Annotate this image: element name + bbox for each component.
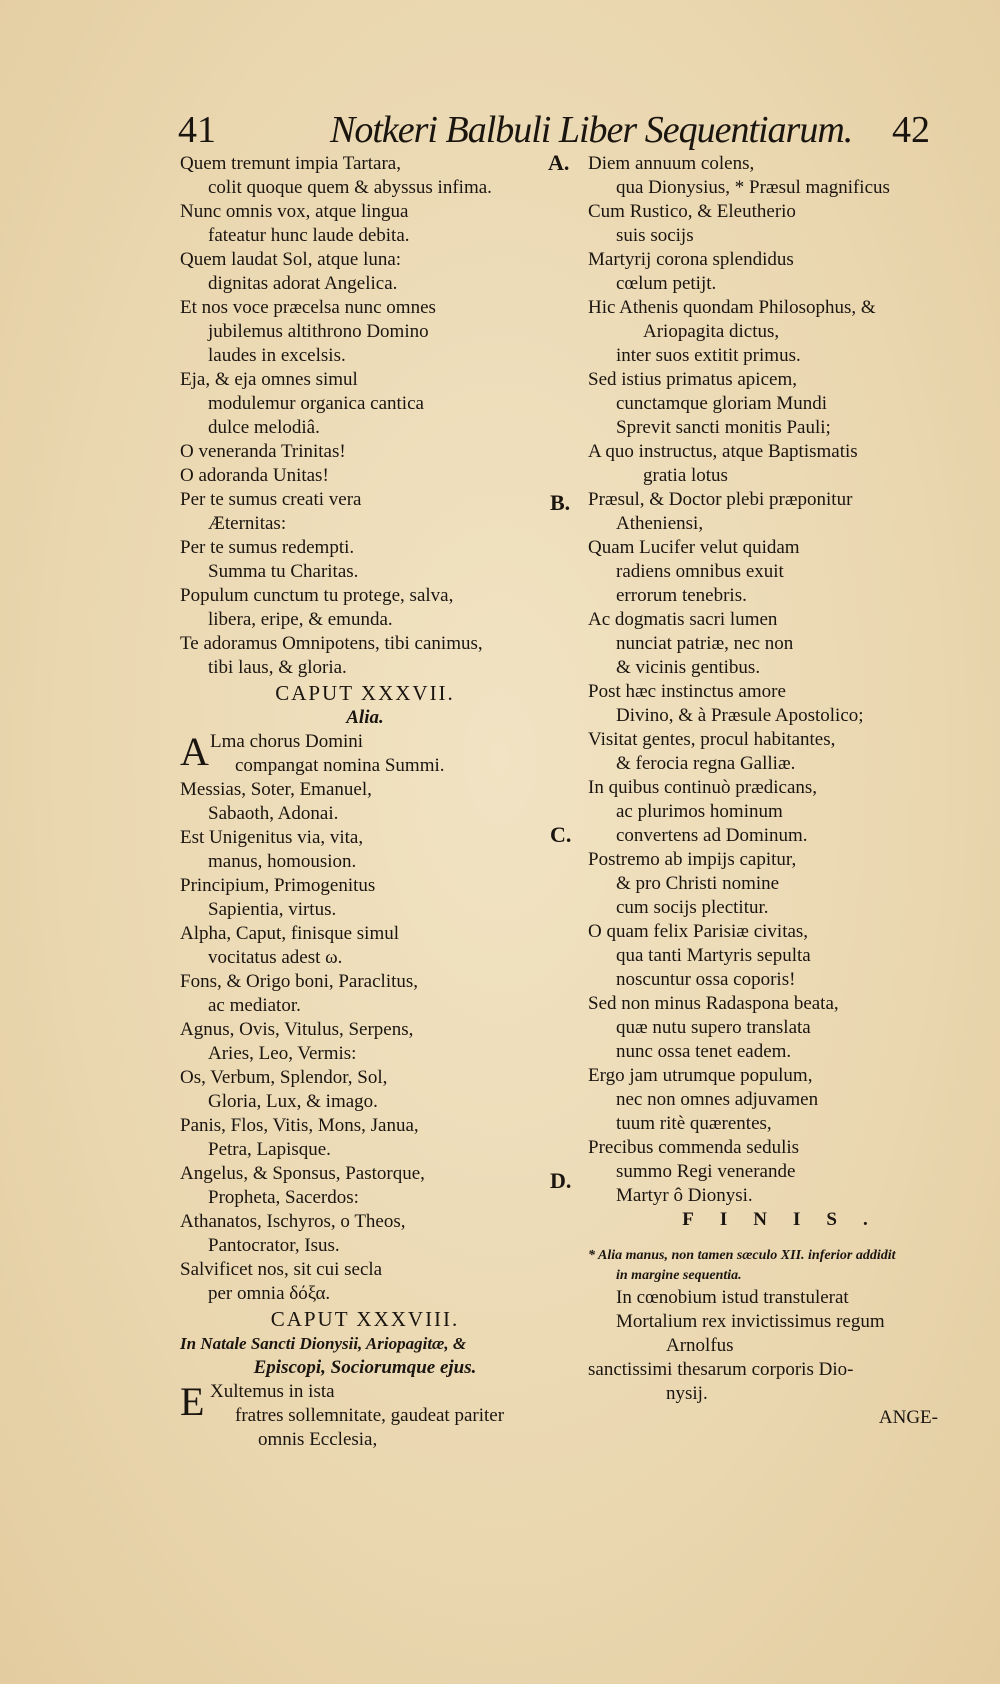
left-column-line: Fons, & Origo boni, Paraclitus,: [180, 971, 419, 992]
margin-marker-c: C.: [550, 822, 572, 847]
left-column-line: compangat nomina Summi.: [235, 755, 445, 776]
left-column-line: modulemur organica cantica: [208, 393, 424, 414]
left-column-line: Quem laudat Sol, atque luna:: [180, 249, 402, 270]
right-column-line: tuum ritè quærentes,: [616, 1113, 772, 1134]
left-column-line: Os, Verbum, Splendor, Sol,: [180, 1067, 388, 1088]
left-column-line: dulce melodiâ.: [208, 417, 320, 438]
left-column-line: Aries, Leo, Vermis:: [208, 1043, 357, 1064]
right-column-line: errorum tenebris.: [616, 585, 747, 606]
right-column-line: Arnolfus: [666, 1335, 734, 1356]
left-column-line: Gloria, Lux, & imago.: [208, 1091, 378, 1112]
right-column-line: inter suos extitit primus.: [616, 345, 801, 366]
right-column-line: Hic Athenis quondam Philosophus, &: [588, 297, 876, 318]
left-column-line: Quem tremunt impia Tartara,: [180, 153, 401, 174]
right-column-line: Quam Lucifer velut quidam: [588, 537, 800, 558]
right-column-line: & vicinis gentibus.: [616, 657, 761, 678]
right-column-line: nunciat patriæ, nec non: [616, 633, 794, 654]
left-column-line: Eja, & eja omnes simul: [180, 369, 358, 390]
right-column-line: Martyr ô Dionysi.: [616, 1185, 753, 1206]
left-column-line: laudes in excelsis.: [208, 345, 346, 366]
right-column-line: qua Dionysius, * Præsul magnificus: [616, 177, 890, 198]
left-column-line: Angelus, & Sponsus, Pastorque,: [180, 1163, 425, 1184]
right-column-line: convertens ad Dominum.: [616, 825, 808, 846]
right-column-line: nunc ossa tenet eadem.: [616, 1041, 792, 1062]
right-column-line: nysij.: [666, 1383, 708, 1404]
right-column-line: cum socijs plectitur.: [616, 897, 769, 918]
left-column-line: Propheta, Sacerdos:: [208, 1187, 359, 1208]
right-column-line: ac plurimos hominum: [616, 801, 783, 822]
left-column-line: CAPUT XXXVII.: [275, 681, 455, 705]
left-column-line: Summa tu Charitas.: [208, 561, 359, 582]
left-column-line: tibi laus, & gloria.: [208, 657, 347, 678]
right-column-line: * Alia manus, non tamen sæculo XII. inferior addidit: [588, 1248, 896, 1263]
left-column-line: Est Unigenitus via, vita,: [180, 827, 364, 848]
right-column-line: Sed non minus Radaspona beata,: [588, 993, 839, 1014]
left-column-line: Sapientia, virtus.: [208, 899, 337, 920]
left-column-line: O adoranda Unitas!: [180, 465, 329, 486]
right-column-line: Præsul, & Doctor plebi præponitur: [588, 489, 853, 510]
left-text-column: [180, 152, 550, 1452]
right-column-line: Diem annuum colens,: [588, 153, 755, 174]
left-column-line: manus, homousion.: [208, 851, 357, 872]
margin-marker-b: B.: [550, 490, 571, 515]
line-text: Xultemus in ista: [210, 1381, 335, 1402]
left-column-line: fratres sollemnitate, gaudeat pariter: [235, 1405, 505, 1426]
right-column-line: radiens omnibus exuit: [616, 561, 784, 582]
right-column-line: cœlum petijt.: [616, 273, 717, 294]
right-text-column: [588, 152, 948, 1430]
right-column-line: Cum Rustico, & Eleutherio: [588, 201, 796, 222]
right-column-line: Post hæc instinctus amore: [588, 681, 786, 702]
left-column-line: Te adoramus Omnipotens, tibi canimus,: [180, 633, 483, 654]
right-column-line: ANGE-: [878, 1407, 938, 1428]
left-column-line: libera, eripe, & emunda.: [208, 609, 393, 630]
page-header: [0, 108, 1000, 156]
right-column-line: O quam felix Parisiæ civitas,: [588, 921, 809, 942]
left-column-line: Messias, Soter, Emanuel,: [180, 779, 372, 800]
line-text: Lma chorus Domini: [210, 731, 364, 752]
left-column-line: Agnus, Ovis, Vitulus, Serpens,: [180, 1019, 414, 1040]
left-column-line: dignitas adorat Angelica.: [208, 273, 398, 294]
left-column-line: Populum cunctum tu protege, salva,: [180, 585, 454, 606]
right-column-line: in margine sequentia.: [616, 1268, 742, 1283]
running-title: Notkeri Balbuli Liber Sequentiarum.: [330, 109, 853, 151]
left-column-line: fateatur hunc laude debita.: [208, 225, 410, 246]
right-column-line: Sprevit sancti monitis Pauli;: [616, 417, 831, 438]
left-column-line: per omnia δόξα.: [208, 1283, 331, 1304]
left-column-line: Alia.: [346, 707, 384, 728]
right-column-line: Divino, & à Præsule Apostolico;: [616, 705, 864, 726]
left-column-line: Nunc omnis vox, atque lingua: [180, 201, 409, 222]
left-column-line: Sabaoth, Adonai.: [208, 803, 339, 824]
right-column-line: summo Regi venerande: [616, 1161, 796, 1182]
right-column-line: In quibus continuò prædicans,: [588, 777, 818, 798]
right-column-line: Ac dogmatis sacri lumen: [588, 609, 778, 630]
right-column-line: Sed istius primatus apicem,: [588, 369, 797, 390]
right-column-line: Visitat gentes, procul habitantes,: [588, 729, 836, 750]
right-column-line: nec non omnes adjuvamen: [616, 1089, 819, 1110]
right-column-line: sanctissimi thesarum corporis Dio-: [588, 1359, 854, 1380]
right-column-line: quæ nutu supero translata: [616, 1017, 811, 1038]
left-column-line: Æternitas:: [208, 513, 287, 534]
right-column-line: qua tanti Martyris sepulta: [616, 945, 811, 966]
left-column-line: Salvificet nos, sit cui secla: [180, 1259, 383, 1280]
left-column-line: omnis Ecclesia,: [258, 1429, 378, 1450]
left-column-line: CAPUT XXXVIII.: [270, 1307, 460, 1331]
right-column-line: noscuntur ossa coporis!: [616, 969, 796, 990]
left-column-line: colit quoque quem & abyssus infima.: [208, 177, 492, 198]
left-column-line: Episcopi, Sociorumque ejus.: [253, 1357, 477, 1378]
left-page-number: 41: [178, 109, 216, 151]
right-column-line: FINIS.: [682, 1209, 894, 1230]
right-column-line: gratia lotus: [643, 465, 728, 486]
right-column-line: & pro Christi nomine: [616, 873, 780, 894]
left-column-line: jubilemus altithrono Domino: [208, 321, 429, 342]
right-column-line: & ferocia regna Galliæ.: [616, 753, 796, 774]
left-column-line: Athanatos, Ischyros, o Theos,: [180, 1211, 406, 1232]
drop-capital: A: [180, 729, 209, 774]
left-column-line: Per te sumus redempti.: [180, 537, 355, 558]
right-column-line: Atheniensi,: [616, 513, 704, 534]
left-column-line: O veneranda Trinitas!: [180, 441, 346, 462]
left-column-line: Per te sumus creati vera: [180, 489, 362, 510]
right-column-line: Ergo jam utrumque populum,: [588, 1065, 813, 1086]
left-column-line: Pantocrator, Isus.: [208, 1235, 340, 1256]
right-column-line: A quo instructus, atque Baptismatis: [588, 441, 858, 462]
left-column-line: In Natale Sancti Dionysii, Ariopagitæ, &: [180, 1334, 467, 1353]
left-column-line: Et nos voce præcelsa nunc omnes: [180, 297, 436, 318]
right-column-line: Precibus commenda sedulis: [588, 1137, 800, 1158]
left-column-line: Petra, Lapisque.: [208, 1139, 331, 1160]
drop-capital: E: [180, 1379, 205, 1424]
left-column-line: Panis, Flos, Vitis, Mons, Janua,: [180, 1115, 419, 1136]
left-column-line: ac mediator.: [208, 995, 301, 1016]
margin-marker-d: D.: [550, 1168, 572, 1193]
right-column-line: cunctamque gloriam Mundi: [616, 393, 828, 414]
right-column-line: Mortalium rex invictissimus regum: [616, 1311, 885, 1332]
right-column-line: In cœnobium istud transtulerat: [616, 1287, 849, 1308]
left-column-line: Alpha, Caput, finisque simul: [180, 923, 400, 944]
left-column-line: vocitatus adest ω.: [208, 947, 343, 968]
right-page-number: 42: [892, 109, 930, 151]
margin-marker-a: A.: [548, 150, 570, 175]
left-column-line: Principium, Primogenitus: [180, 875, 376, 896]
right-column-line: suis socijs: [616, 225, 694, 246]
right-column-line: Ariopagita dictus,: [643, 321, 780, 342]
right-column-line: [588, 1232, 948, 1246]
right-column-line: Martyrij corona splendidus: [588, 249, 794, 270]
right-column-line: Postremo ab impijs capitur,: [588, 849, 797, 870]
